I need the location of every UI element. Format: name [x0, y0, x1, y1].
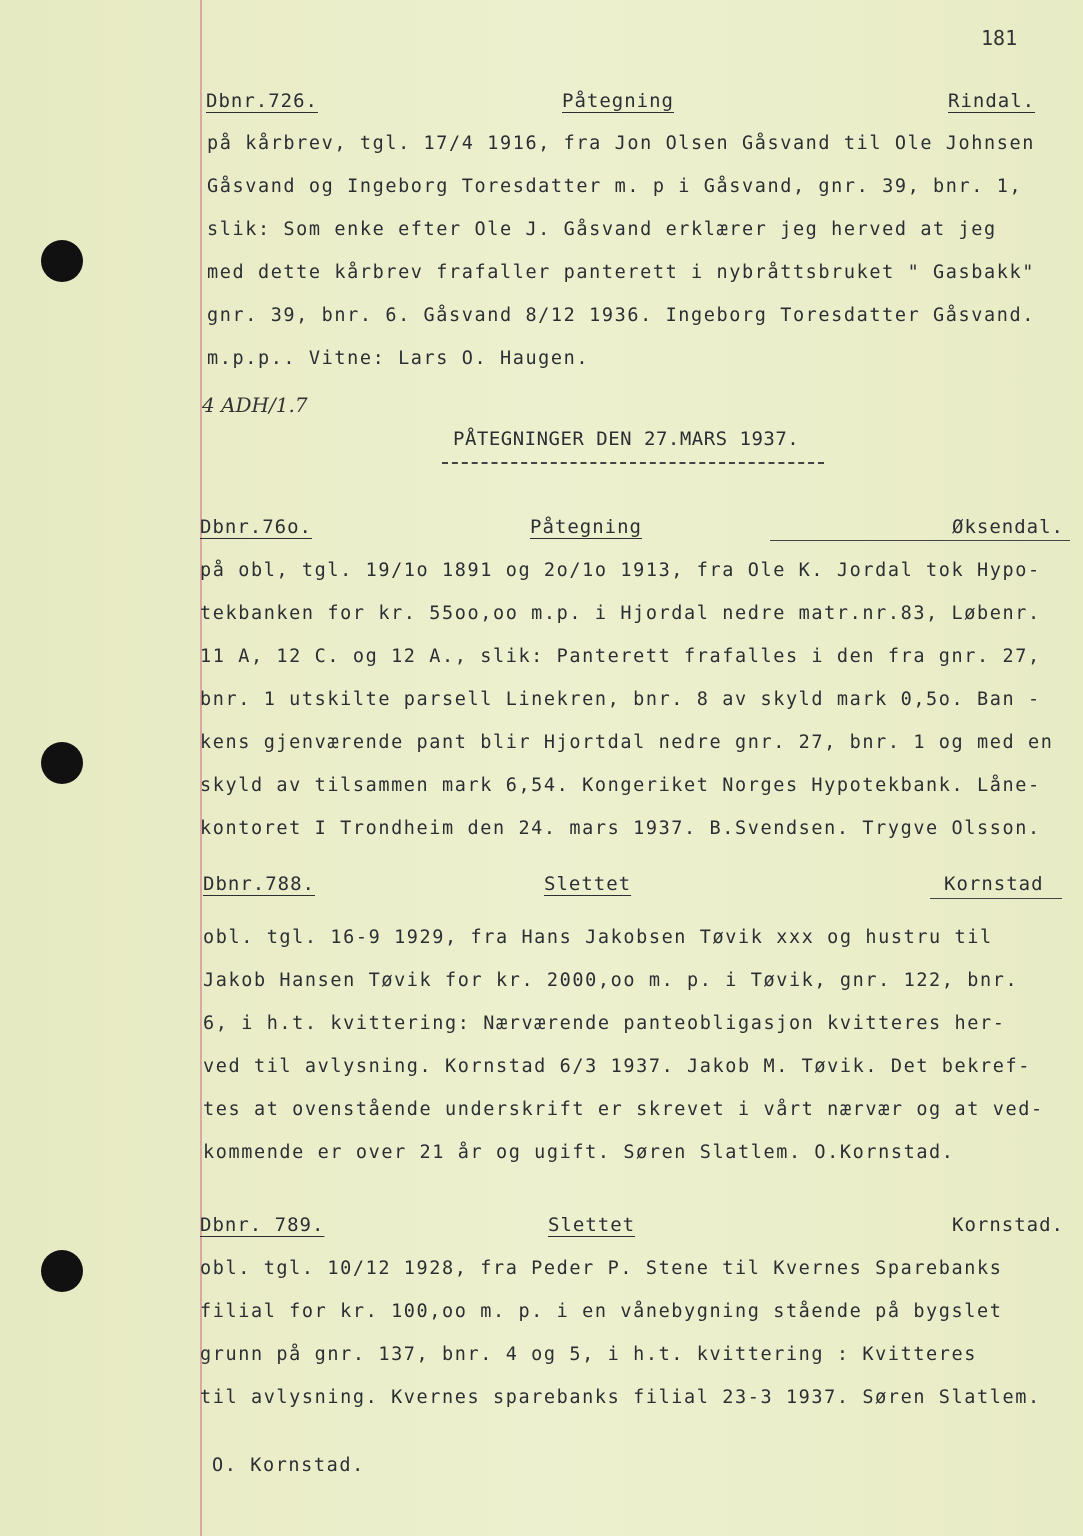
page-number: 181 [981, 26, 1018, 50]
entry-line: obl. tgl. 10/12 1928, fra Peder P. Stene til Kvernes Sparebanks [200, 1258, 1003, 1279]
punch-hole [41, 240, 83, 282]
entry-line: til avlysning. Kvernes sparebanks filial 23-3 1937. Søren Slatlem. [200, 1387, 1041, 1408]
entry-place: Rindal. [948, 90, 1036, 112]
entry-line: på kårbrev, tgl. 17/4 1916, fra Jon Olsen Gåsvand til Ole Johnsen [207, 133, 1035, 154]
entry-line: obl. tgl. 16-9 1929, fra Hans Jakobsen Tøvik xxx og hustru til [203, 927, 993, 948]
entry-line: kens gjenværende pant blir Hjortdal nedre gnr. 27, bnr. 1 og med en [200, 732, 1054, 753]
entry-line: skyld av tilsammen mark 6,54. Kongeriket Norges Hypotekbank. Låne- [200, 775, 1041, 796]
entry-type: Slettet [548, 1214, 636, 1236]
margin-note: 4 ADH/1.7 [202, 393, 308, 417]
entry-line: O. Kornstad. [212, 1455, 365, 1476]
entry-dbnr: Dbnr.788. [203, 873, 315, 895]
entry-line: 6, i h.t. kvittering: Nærværende panteobligasjon kvitteres her- [203, 1013, 1006, 1034]
entry-line: med dette kårbrev frafaller panterett i nybråttsbruket " Gasbakk" [207, 262, 1035, 283]
entry-type: Slettet [544, 873, 632, 895]
entry-line: gnr. 39, bnr. 6. Gåsvand 8/12 1936. Ingeborg Toresdatter Gåsvand. [207, 305, 1035, 326]
entry-place: Øksendal. [952, 516, 1064, 538]
entry-line: 11 A, 12 C. og 12 A., slik: Panterett frafalles i den fra gnr. 27, [200, 646, 1041, 667]
entry-line: Jakob Hansen Tøvik for kr. 2000,oo m. p. i Tøvik, gnr. 122, bnr. [203, 970, 1019, 991]
header-rule [770, 540, 1070, 541]
punch-hole [41, 742, 83, 784]
entry-line: slik: Som enke efter Ole J. Gåsvand erklærer jeg herved at jeg [207, 219, 997, 240]
section-heading: PÅTEGNINGER DEN 27.MARS 1937. [453, 428, 800, 450]
entry-dbnr: Dbnr.726. [206, 90, 318, 112]
entry-line: filial for kr. 100,oo m. p. i en vånebygning stående på bygslet [200, 1301, 1003, 1322]
header-rule [930, 898, 1062, 899]
entry-line: tekbanken for kr. 55oo,oo m.p. i Hjordal nedre matr.nr.83, Løbenr. [200, 603, 1041, 624]
entry-dbnr: Dbnr.76o. [200, 516, 312, 538]
entry-line: kommende er over 21 år og ugift. Søren Slatlem. O.Kornstad. [203, 1142, 955, 1163]
entry-line: tes at ovenstående underskrift er skrevet i vårt nærvær og at ved- [203, 1099, 1044, 1120]
punch-hole [41, 1250, 83, 1292]
entry-line: bnr. 1 utskilte parsell Linekren, bnr. 8 av skyld mark 0,5o. Ban - [200, 689, 1041, 710]
entry-place: Kornstad [944, 873, 1044, 895]
entry-dbnr: Dbnr. 789. [200, 1214, 325, 1236]
entry-type: Påtegning [530, 516, 642, 538]
entry-line: ved til avlysning. Kornstad 6/3 1937. Jakob M. Tøvik. Det bekref- [203, 1056, 1031, 1077]
entry-line: grunn på gnr. 137, bnr. 4 og 5, i h.t. kvittering : Kvitteres [200, 1344, 978, 1365]
entry-line: Gåsvand og Ingeborg Toresdatter m. p i Gåsvand, gnr. 39, bnr. 1, [207, 176, 1023, 197]
entry-line: m.p.p.. Vitne: Lars O. Haugen. [207, 348, 590, 369]
entry-type: Påtegning [562, 90, 674, 112]
entry-line: på obl, tgl. 19/1o 1891 og 2o/1o 1913, fra Ole K. Jordal tok Hypo- [200, 560, 1041, 581]
entry-place: Kornstad. [952, 1214, 1064, 1236]
entry-line: kontoret I Trondheim den 24. mars 1937. B.Svendsen. Trygve Olsson. [200, 818, 1041, 839]
heading-rule [442, 462, 824, 464]
